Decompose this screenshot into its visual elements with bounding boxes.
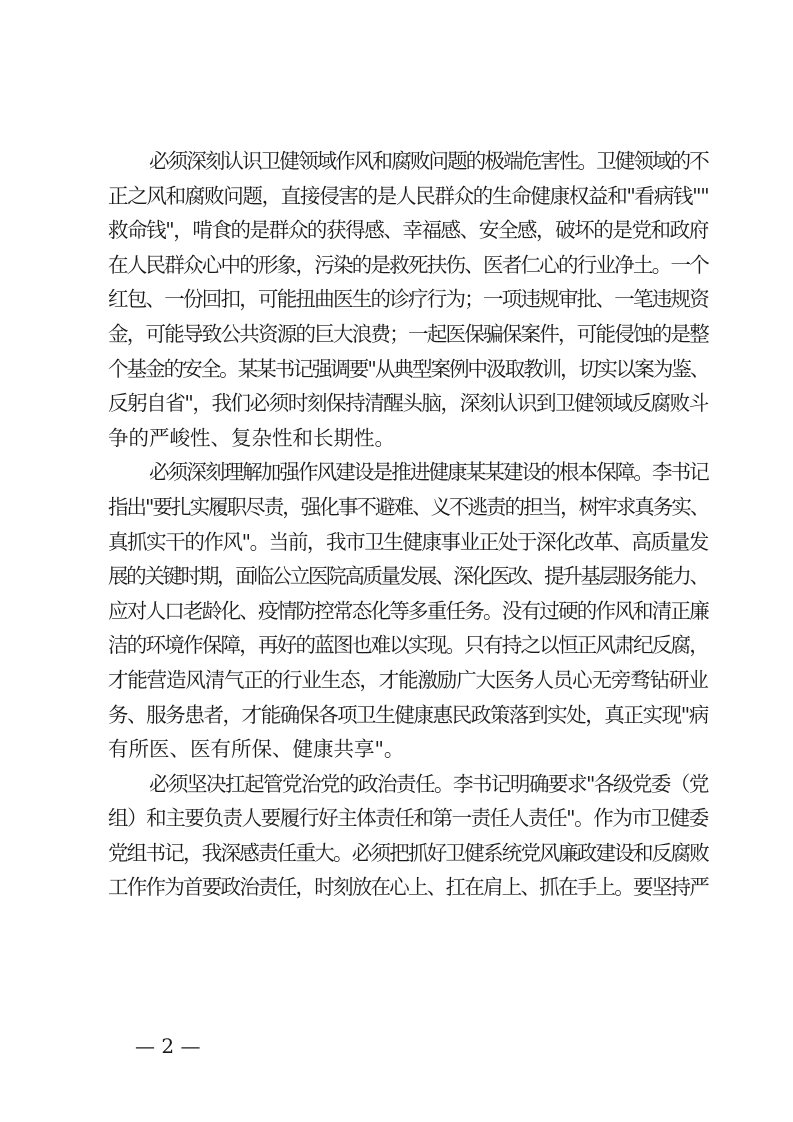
- text-line: 必须坚决扛起管党治党的政治责任。李书记明确要求"各级党委（党: [149, 771, 708, 796]
- text-line: 必须深刻理解加强作风建设是推进健康某某建设的根本保障。李书记: [149, 460, 708, 485]
- text-line: 党组书记，我深感责任重大。必须把抓好卫健系统党风廉政建设和反腐败: [108, 840, 708, 865]
- text-line: 反躬自省"，我们必须时刻保持清醒头脑，深刻认识到卫健领域反腐败斗: [108, 391, 708, 416]
- text-line: 正之风和腐败问题，直接侵害的是人民群众的生命健康权益和"看病钱"": [108, 183, 709, 208]
- text-line: 工作作为首要政治责任，时刻放在心上、扛在肩上、抓在手上。要坚持严: [108, 875, 708, 900]
- text-line: 争的严峻性、复杂性和长期性。: [108, 425, 395, 450]
- text-line: 真抓实干的作风"。当前，我市卫生健康事业正处于深化改革、高质量发: [108, 529, 708, 554]
- text-line: 务、服务患者，才能确保各项卫生健康惠民政策落到实处，真正实现"病: [108, 702, 708, 727]
- text-line: 组）和主要负责人要履行好主体责任和第一责任人责任"。作为市卫健委: [108, 806, 708, 831]
- text-line: 洁的环境作保障，再好的蓝图也难以实现。只有持之以恒正风肃纪反腐，: [108, 633, 708, 658]
- page-number: — 2 —: [135, 1034, 201, 1058]
- text-line: 在人民群众心中的形象，污染的是救死扶伤、医者仁心的行业净土。一个: [108, 252, 708, 277]
- body-text: [108, 144, 708, 905]
- text-line: 应对人口老龄化、疫情防控常态化等多重任务。没有过硬的作风和清正廉: [108, 598, 708, 623]
- paragraph: [108, 455, 708, 766]
- text-line: 救命钱"，啃食的是群众的获得感、幸福感、安全感，破坏的是党和政府: [108, 218, 708, 243]
- text-line: 有所医、医有所保、健康共享"。: [108, 737, 405, 762]
- paragraph: [108, 144, 708, 455]
- text-line: 金，可能导致公共资源的巨大浪费；一起医保骗保案件，可能侵蚀的是整: [108, 321, 708, 346]
- text-line: 必须深刻认识卫健领域作风和腐败问题的极端危害性。卫健领域的不: [149, 149, 708, 173]
- text-line: 红包、一份回扣，可能扭曲医生的诊疗行为；一项违规审批、一笔违规资: [108, 287, 708, 312]
- text-line: 展的关键时期，面临公立医院高质量发展、深化医改、提升基层服务能力、: [108, 564, 708, 589]
- paragraph: [108, 767, 708, 905]
- text-line: 才能营造风清气正的行业生态，才能激励广大医务人员心无旁骛钻研业: [108, 667, 708, 692]
- text-line: 个基金的安全。某某书记强调要"从典型案例中汲取教训，切实以案为鉴、: [108, 356, 709, 381]
- text-line: 指出"要扎实履职尽责，强化事不避难、义不逃责的担当，树牢求真务实、: [108, 494, 709, 519]
